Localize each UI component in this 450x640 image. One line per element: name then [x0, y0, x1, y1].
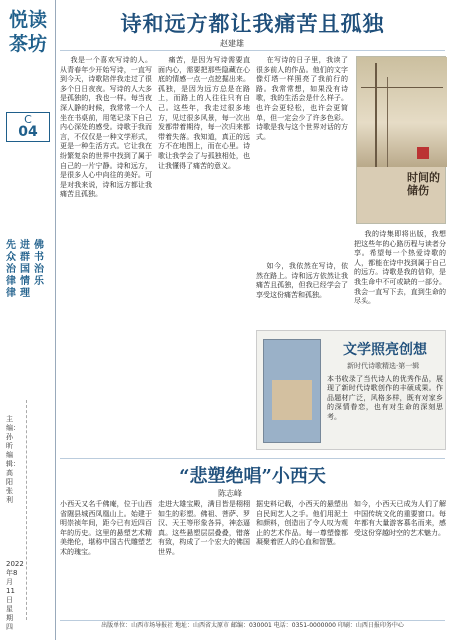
sidebar-date: 2022年8月11日 星期四	[6, 560, 24, 631]
article-1-column-3	[256, 56, 348, 256]
book-cover-pole	[375, 63, 377, 167]
article-1-text-3: 在写诗的日子里，我读了很多前人的作品。他们的文字像灯塔一样照亮了我前行的路。我常常想，如果没有诗歌，我的生活会是什么样子。也许会更轻松，也许会更简单，但一定会少了许多色彩。诗歌是我与这个世界对话的方式。	[256, 56, 348, 141]
article-1-text-4: 我的诗集即将出版，我想把这些年的心路历程与读者分享。希望每一个热爱诗歌的人，都能在诗中找到属于自己的远方。诗歌是我的信仰，是我生命中不可或缺的一部分。我会一直写下去，直到生命的尽头。	[354, 230, 446, 306]
section-title: 悦读茶坊	[8, 9, 47, 55]
feature-title: 文学照亮创想	[343, 342, 427, 358]
feature-book-cover	[263, 339, 321, 443]
top-rule	[60, 50, 445, 51]
article-1-text-2: 痛苦，是因为写诗需要直面内心，需要把那些隐藏在心底的情感一点一点挖掘出来。孤独，是因为远方总是在路上，而路上的人往往只有自己。这些年，我走过很多地方，见过很多风景，每一次出发都带着期待，每一次归来都带着失落。我知道，真正的远方不在地图上，而在心里。诗歌让我学会了与孤独相处，也让我懂得了痛苦的意义。	[158, 56, 250, 170]
sidebar-quote-3: 佛书治乐	[34, 240, 44, 287]
article-1-column-1	[60, 56, 152, 450]
article-1-text-1: 我是一个喜欢写诗的人。从青春年少开始写诗，一直写到今天，诗歌陪伴我走过了很多个日日夜夜。写诗的人大多是孤独的，我也一样。每当夜深人静的时候，我常常一个人坐在书桌前，用笔记录下自己内心深处的感受。诗歌于我而言，不仅仅是一种文学形式，更是一种生活方式。它让我在纷繁复杂的世界中找到了属于自己的一片宁静。诗和远方，是很多人心中向往的美好。可是对我来说，诗和远方都让我痛苦且孤独。	[60, 56, 152, 199]
sidebar-divider	[26, 400, 27, 620]
article-2-text-2: 走进大雄宝殿，满目皆是栩栩如生的彩塑。佛祖、菩萨、罗汉、天王等形象各异，神态逼真。这些悬塑层层叠叠，错落有致，构成了一个宏大的佛国世界。	[158, 500, 250, 556]
article-1-column-2	[158, 56, 250, 450]
article-2-text-1: 小西天又名千佛庵，位于山西省隰县城西凤凰山上。始建于明崇祯年间，距今已有近四百年的历史。这里的悬塑艺术精美绝伦，堪称中国古代雕塑艺术的瑰宝。	[60, 500, 152, 556]
book-cover-title: 时间的储伤	[407, 171, 440, 197]
article-2-byline: 陈志峰	[218, 489, 242, 498]
middle-rule	[60, 458, 445, 459]
book-cover-pole-2	[387, 77, 388, 167]
feature-subtitle: 新时代诗歌精选·第一辑	[347, 362, 420, 370]
article-2-column-3	[256, 500, 348, 618]
article-1-byline: 赵建雄	[220, 39, 244, 48]
section-code-letter: C	[24, 113, 32, 126]
article-2-column-4	[354, 500, 446, 618]
article-1-column-3b	[256, 262, 348, 322]
feature-box	[256, 330, 446, 450]
book-cover-stamp	[417, 147, 429, 159]
sidebar-meta: 主编：孙昕 编辑：高阳 张利	[6, 415, 20, 504]
sidebar	[0, 0, 56, 640]
sidebar-quote-2: 进群国情理	[20, 240, 30, 299]
section-code	[6, 112, 50, 142]
article-2-column-2	[158, 500, 250, 618]
book-cover-wire	[361, 87, 443, 88]
feature-text: 本书收录了当代诗人的优秀作品，展现了新时代诗歌创作的丰硕成果。作品题材广泛，风格多样，既有对家乡的深情眷恋，也有对生命的深刻思考。	[327, 375, 443, 421]
article-2-text-3: 据史料记载，小西天的悬塑出自民间艺人之手。他们用泥土和颜料，创造出了令人叹为观止的艺术作品。每一尊塑像都凝聚着匠人的心血和智慧。	[256, 500, 348, 547]
sidebar-quote-1: 先众治律律	[6, 240, 16, 299]
book-cover-art	[357, 57, 447, 167]
article-2-column-1	[60, 500, 152, 618]
article-2-headline: “悲塑绝唱”小西天	[179, 466, 326, 487]
book-cover-image	[356, 56, 446, 224]
article-1-text-3b: 如今，我依然在写诗，依然在路上。诗和远方依然让我痛苦且孤独，但我已经学会了享受这份痛苦和孤独。	[256, 262, 348, 299]
article-1-headline: 诗和远方都让我痛苦且孤独	[120, 11, 385, 36]
article-2-text-4: 如今，小西天已成为人们了解中国传统文化的重要窗口。每年都有大量游客慕名而来，感受这份穿越时空的艺术魅力。	[354, 500, 446, 537]
section-code-number: 04	[18, 124, 38, 140]
page-footer: 出版单位：山西市场导报社 地址：山西省太原市 邮编：030001 电话：0351-0000000 印刷：山西日报印务中心	[60, 620, 445, 638]
